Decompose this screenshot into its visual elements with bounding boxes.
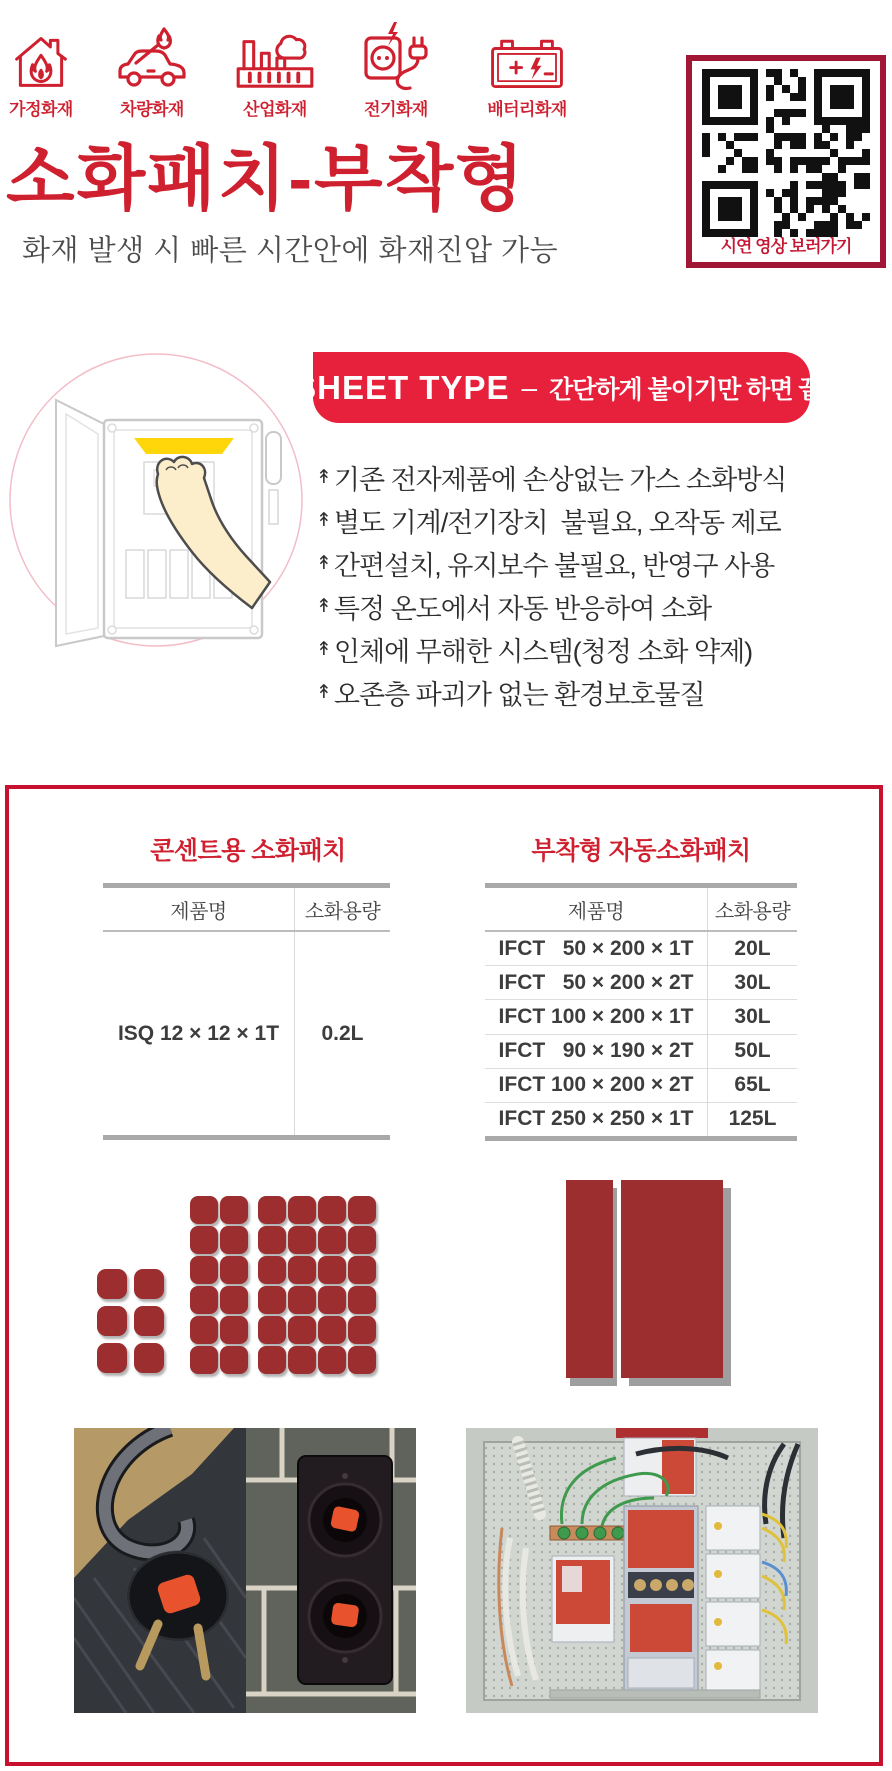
attach-table-title: 부착형 자동소화패치 [531, 837, 751, 865]
product-name-cell: IFCT 100 × 200 × 2T [485, 1069, 708, 1102]
feature-bullet-icon: ↟ [316, 467, 331, 488]
feature-text: 오존층 파괴가 없는 환경보호물질 [333, 680, 705, 710]
table-header [485, 888, 797, 932]
yellow-patch [134, 438, 234, 454]
car-fire-icon [112, 26, 192, 92]
feature-item [316, 499, 888, 542]
banner-tagline: 간단하게 붙이기만 하면 끝! [549, 375, 829, 404]
category-label: 가정화재 [9, 100, 73, 119]
qr-demo-video-link[interactable] [686, 55, 886, 268]
banner-title: SHEET TYPE [294, 368, 510, 406]
table-row [485, 932, 797, 965]
breaker-panel-photo [466, 1428, 818, 1713]
category-industrial-fire [224, 16, 326, 120]
sheet-type-banner [294, 352, 829, 423]
feature-bullet-icon: ↟ [316, 596, 331, 617]
patch-sheet-4col [258, 1196, 376, 1374]
feature-text: 기존 전자제품에 손상없는 가스 소화방식 [333, 465, 787, 495]
feature-text: 간편설치, 유지보수 불필요, 반영구 사용 [333, 551, 775, 581]
product-name-cell: IFCT 90 × 190 × 2T [485, 1035, 708, 1068]
capacity-cell: 0.2L [321, 1021, 364, 1045]
table-row [485, 965, 797, 999]
feature-item [316, 456, 888, 499]
red-patch [628, 1510, 694, 1568]
capacity-cell: 50L [734, 1039, 771, 1063]
feature-text: 특정 온도에서 자동 반응하여 소화 [333, 594, 712, 624]
house-fire-icon [11, 30, 71, 92]
feature-text: 인체에 무해한 시스템(청정 소화 약제) [333, 637, 753, 667]
product-name-cell: IFCT 50 × 200 × 1T [485, 932, 708, 965]
table-row [485, 999, 797, 1033]
table-header [103, 888, 390, 932]
plug-fire-icon [358, 20, 434, 92]
category-label: 차량화재 [120, 100, 184, 119]
plug-outlet-photo [74, 1428, 416, 1713]
feature-bullet-icon: ↟ [316, 639, 331, 660]
feature-item [316, 671, 888, 714]
table-row [485, 1102, 797, 1136]
patch-strip-wide [621, 1180, 723, 1378]
feature-bullet-icon: ↟ [316, 682, 331, 703]
column-header-capacity: 소화용량 [304, 900, 381, 923]
patch-sheet-2col [190, 1196, 248, 1374]
capacity-cell: 125L [728, 1107, 777, 1131]
patch-sheet-small [97, 1269, 164, 1373]
feature-bullet-icon: ↟ [316, 553, 331, 574]
table-body [103, 932, 390, 1135]
install-illustration [8, 350, 304, 655]
capacity-cell: 30L [734, 1004, 771, 1028]
page-title: 소화패치-부착형 [6, 140, 526, 219]
outlet-table-title: 콘센트용 소화패치 [150, 837, 346, 865]
feature-item [316, 542, 888, 585]
patch-strip-narrow [566, 1180, 613, 1378]
plug-photo-illustration [74, 1428, 416, 1713]
product-info-box [5, 785, 883, 1766]
red-patch [630, 1604, 692, 1652]
category-electric-fire [350, 16, 442, 120]
attach-patch-table [485, 883, 797, 1141]
breaker-box-illustration [8, 350, 304, 650]
table-body [485, 932, 797, 1136]
banner-separator: – [521, 371, 538, 403]
feature-item [316, 628, 888, 671]
category-label: 산업화재 [243, 100, 307, 119]
table-row [485, 1068, 797, 1102]
category-battery-fire [470, 16, 584, 120]
feature-bullet-icon: ↟ [316, 510, 331, 531]
product-name-cell: IFCT 250 × 250 × 1T [485, 1103, 708, 1136]
product-name-cell: IFCT 100 × 200 × 1T [485, 1000, 708, 1033]
product-name-cell: IFCT 50 × 200 × 2T [485, 966, 708, 999]
qr-code [702, 69, 870, 237]
table-row [485, 1034, 797, 1068]
table-row [103, 932, 390, 1135]
column-header-product: 제품명 [485, 888, 708, 930]
feature-list [316, 456, 888, 714]
product-name-cell: ISQ 12 × 12 × 1T [103, 932, 295, 1135]
capacity-cell: 20L [734, 936, 771, 960]
qr-caption: 시연 영상 보러가기 [720, 237, 852, 256]
factory-fire-icon [229, 30, 321, 92]
category-home-fire [6, 16, 76, 120]
category-vehicle-fire [106, 16, 198, 120]
column-header-product: 제품명 [103, 888, 295, 930]
category-label: 전기화재 [364, 100, 428, 119]
outlet-patch-table [103, 883, 390, 1140]
capacity-cell: 30L [734, 970, 771, 994]
panel-photo-illustration [466, 1428, 818, 1713]
feature-text: 별도 기계/전기장치 불필요, 오작동 제로 [333, 508, 781, 538]
category-label: 배터리화재 [487, 100, 567, 119]
page-subtitle: 화재 발생 시 빠른 시간안에 화재진압 가능 [22, 235, 559, 267]
column-header-capacity: 소화용량 [714, 900, 791, 923]
capacity-cell: 65L [734, 1073, 771, 1097]
feature-item [316, 585, 888, 628]
orange-patch [331, 1602, 360, 1627]
battery-fire-icon [481, 34, 573, 92]
